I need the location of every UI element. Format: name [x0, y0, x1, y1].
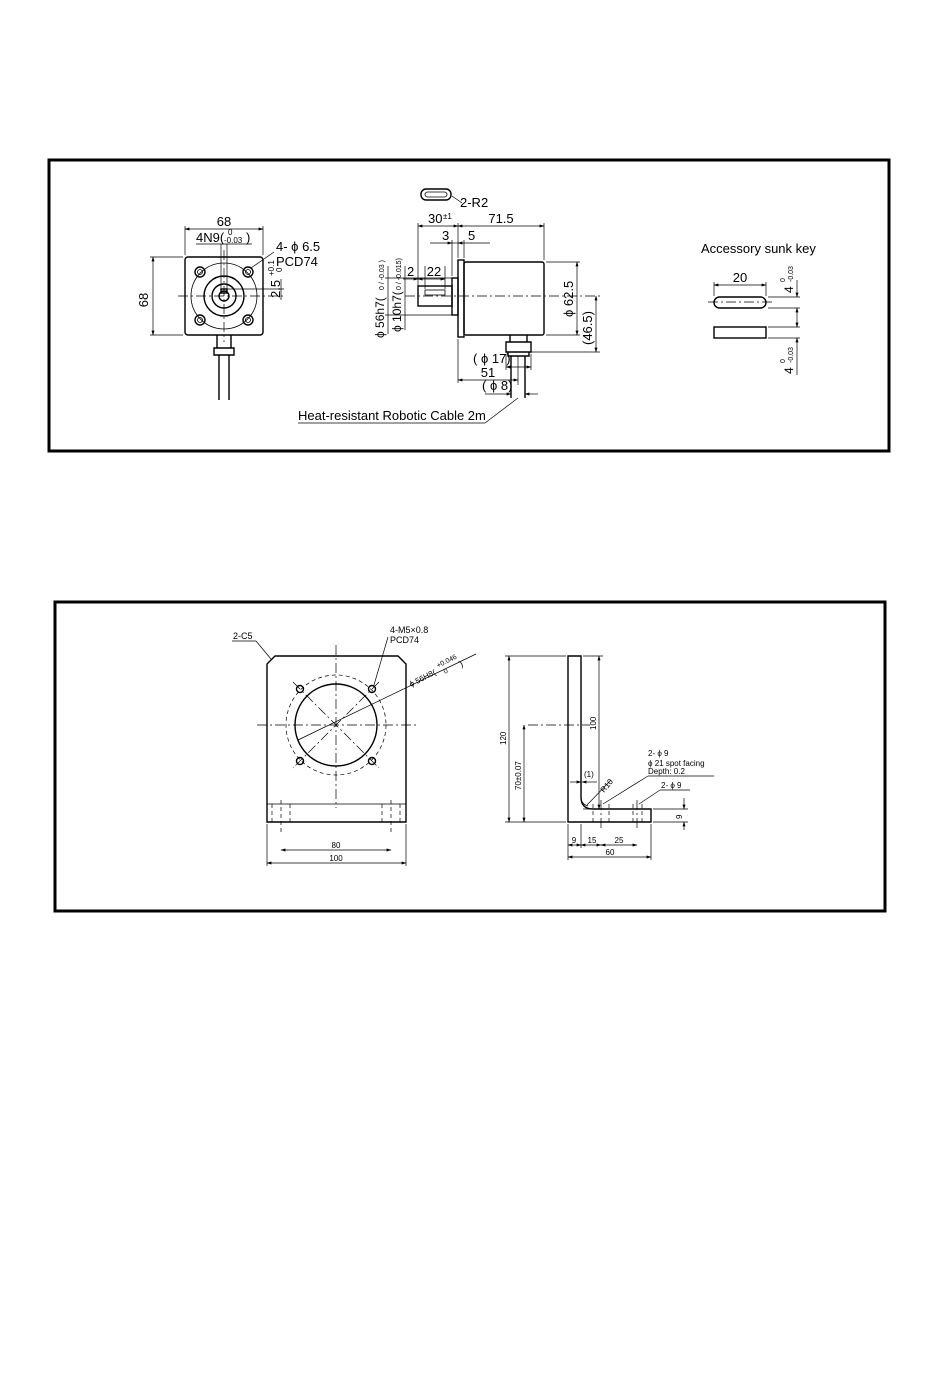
bracket-holes2-label: 2- ϕ 9	[661, 781, 682, 790]
bracket-upper-label: 100	[589, 716, 598, 730]
motor-side-connector	[506, 335, 531, 352]
key-height-tol-upper: 0	[780, 359, 787, 363]
motor-cable-dia-label: ( ϕ 8)	[482, 378, 513, 393]
bracket-bore-tol-upper: +0.046	[435, 653, 459, 670]
motor-front-height-label: 68	[136, 292, 151, 308]
motor-radius-key-thumb	[421, 189, 451, 200]
motor-keyway-close: )	[246, 230, 251, 245]
motor-axis-cable-label: (46.5)	[580, 311, 595, 345]
motor-shaft-tol: 0 / -0.015)	[396, 258, 403, 290]
key-height-label: 4	[782, 367, 796, 374]
motor-side-key	[425, 290, 445, 295]
bracket-hole-span-label: 80	[331, 841, 341, 850]
accessory-key-view	[701, 241, 816, 375]
key-width-tol-upper: 0	[780, 278, 787, 282]
bracket-bore-close: )	[457, 658, 465, 669]
motor-pilot-label: ϕ 56h7(	[373, 297, 387, 338]
motor-connector-label: ( ϕ 17)	[473, 351, 511, 366]
bracket-center-height-label: 70±0.07	[514, 761, 523, 790]
key-width-tol-lower: -0.03	[788, 266, 795, 282]
bracket-thickness-label: (1)	[584, 770, 594, 779]
motor-body-label: 71.5	[488, 211, 514, 226]
key-width-label: 4	[782, 286, 796, 293]
motor-key-depth-tol-upper: +0.1	[267, 260, 276, 276]
motor-front-width-label: 68	[216, 214, 232, 229]
key-length-label: 20	[732, 270, 748, 285]
key-side-view	[714, 327, 766, 338]
motor-cable-note: Heat-resistant Robotic Cable 2m	[298, 408, 486, 423]
motor-keyway-label: 4N9(	[196, 230, 225, 245]
motor-keyway-tol-lower: -0.03	[224, 236, 243, 245]
bracket-base-thk-label: 9	[675, 814, 684, 819]
bracket-side-view	[499, 656, 714, 860]
motor-flange-thk-label: 5	[468, 228, 476, 243]
bracket-depth-label: Depth: 0.2	[648, 767, 685, 776]
motor-radius-label: 2-R2	[460, 195, 489, 210]
bracket-side-outline	[568, 656, 651, 822]
bracket-d2-label: 15	[587, 836, 597, 845]
bracket-pcd-label: PCD74	[390, 635, 420, 645]
motor-flange-tol: ±1	[443, 212, 452, 221]
bracket-height-label: 120	[499, 731, 508, 745]
motor-shaft-step-label: 3	[442, 228, 450, 243]
bracket-width-label: 100	[329, 854, 343, 863]
motor-shaft-label: ϕ 10h7(	[390, 291, 404, 332]
bracket-bore-tol-lower: 0	[442, 667, 450, 676]
bracket-tap-label: 4-M5×0.8	[390, 625, 429, 635]
motor-front-view	[136, 214, 320, 400]
bracket-front-view	[232, 625, 476, 866]
motor-pcd-label: PCD74	[276, 254, 318, 269]
key-top-view	[714, 297, 766, 308]
motor-side-flange	[458, 260, 464, 337]
motor-holes-label: 4- ϕ 6.5	[276, 239, 321, 254]
motor-key-depth-label: 2.5	[268, 279, 283, 298]
motor-side-pilot	[452, 278, 458, 315]
bracket-panel-frame	[55, 602, 885, 911]
motor-cable-pos-label: 51	[480, 365, 496, 380]
bracket-length-label: 60	[605, 848, 615, 857]
motor-key-length-label: 22	[426, 264, 442, 279]
bracket-d1-label: 9	[571, 836, 577, 845]
bracket-d3-label: 25	[614, 836, 624, 845]
motor-key-depth-tol-lower: 0	[275, 267, 284, 272]
motor-keyway-tol-upper: 0	[228, 228, 233, 237]
motor-front-connector	[214, 335, 234, 355]
motor-pilot-tol: 0 / -0.03 )	[379, 260, 386, 290]
bracket-bore-label: ϕ 56H8(	[407, 667, 438, 689]
motor-key-offset-label: 2	[407, 264, 415, 279]
bracket-holes-label: 2- ϕ 9	[648, 749, 669, 758]
bracket-chamfer-label: 2-C5	[233, 631, 253, 641]
motor-side-view	[298, 189, 600, 423]
key-height-tol-lower: -0.03	[788, 347, 795, 363]
bracket-spot-face-label: ϕ 21 spot facing	[648, 759, 705, 768]
key-title: Accessory sunk key	[701, 241, 816, 256]
bracket-bend-radius-label: R10	[598, 777, 615, 795]
motor-front-cable	[219, 355, 229, 400]
motor-flange-label: 30	[428, 211, 443, 226]
motor-body-dia-label: ϕ 62.5	[561, 280, 576, 317]
motor-side-body	[464, 262, 544, 335]
